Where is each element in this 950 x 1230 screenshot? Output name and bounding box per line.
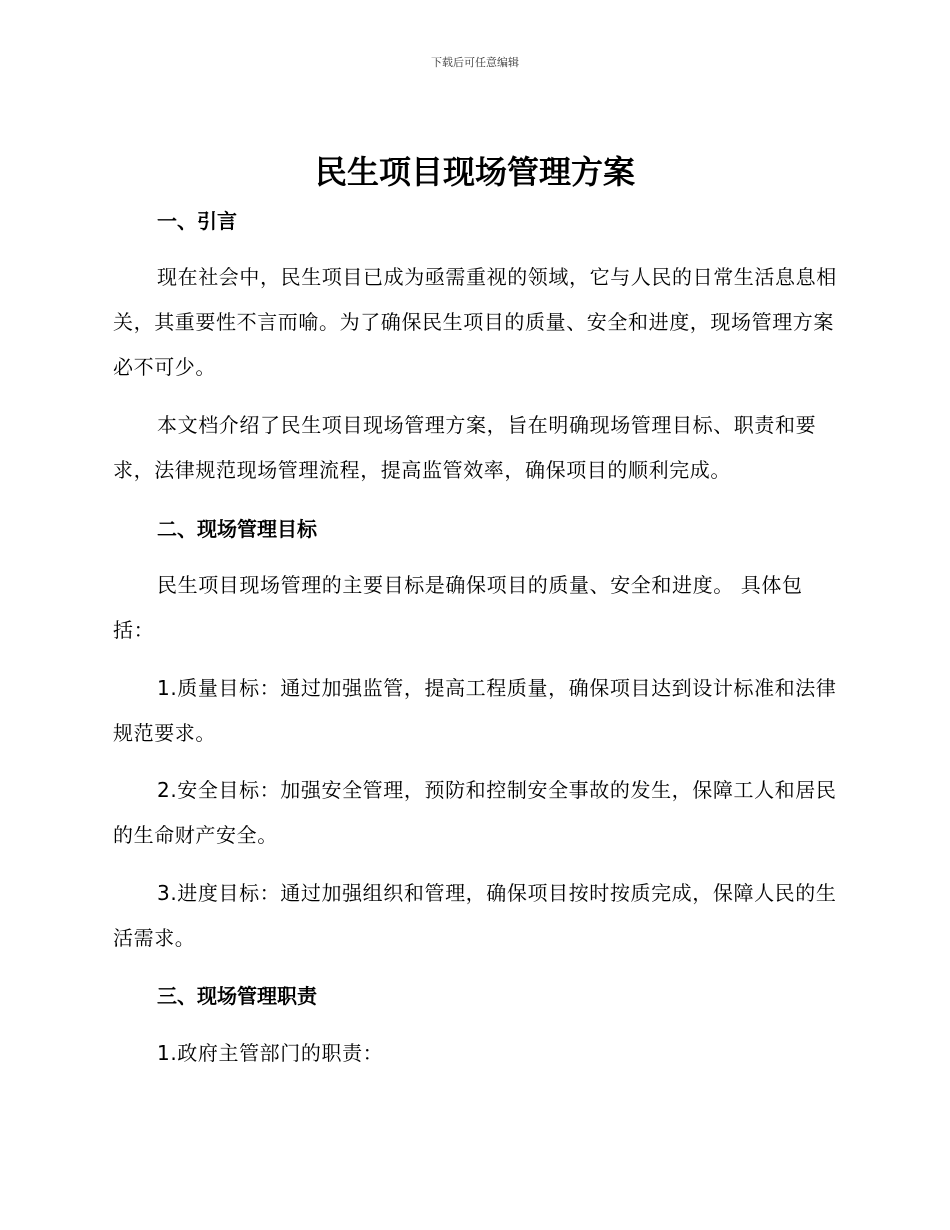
document-title: 民生项目现场管理方案 (314, 153, 635, 191)
section-heading-goals: 二、现场管理目标 (157, 517, 317, 541)
intro-paragraph-1: 现在社会中，民生项目已成为亟需重视的领域，它与人民的日常生活息息相关，其重要性不言而喻。为了确保民生项目的质量、安全和进度，现场管理方案必不可少。 (113, 265, 837, 379)
intro-paragraph-2: 本文档介绍了民生项目现场管理方案，旨在明确现场管理目标、职责和要求，法律规范现场管理流程，提高监管效率，确保项目的顺利完成。 (113, 413, 817, 482)
goal-item-safety: 2.安全目标：加强安全管理，预防和控制安全事故的发生，保障工人和居民的生命财产安全。 (113, 778, 837, 847)
duty-item-government: 1.政府主管部门的职责： (157, 1041, 384, 1065)
goal-item-quality: 1.质量目标：通过加强监管，提高工程质量，确保项目达到设计标准和法律规范要求。 (113, 676, 837, 745)
goals-paragraph: 民生项目现场管理的主要目标是确保项目的质量、安全和进度。 具体包括： (113, 573, 803, 642)
section-heading-intro: 一、引言 (157, 209, 237, 233)
section-heading-duties: 三、现场管理职责 (157, 984, 317, 1008)
goal-item-progress: 3.进度目标：通过加强组织和管理，确保项目按时按质完成，保障人民的生活需求。 (113, 881, 837, 950)
page-header: 下载后可任意编辑 (431, 56, 519, 69)
